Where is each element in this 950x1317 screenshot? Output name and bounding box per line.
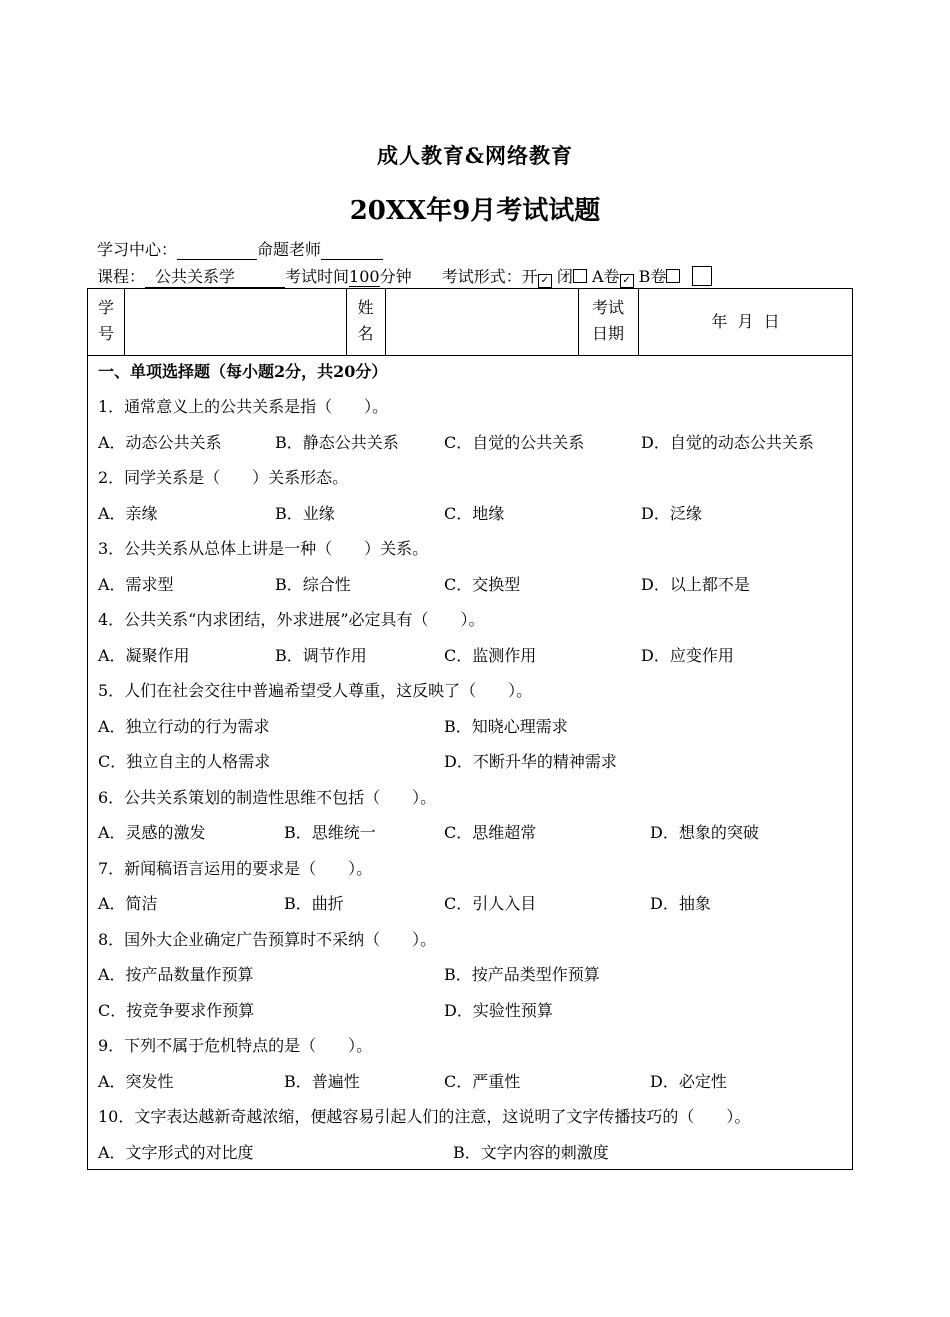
time-field[interactable]: 100 bbox=[349, 267, 380, 286]
section-heading: 一、单项选择题（每小题2分，共20分） bbox=[98, 362, 388, 381]
extra-box[interactable] bbox=[692, 266, 712, 286]
student-no-label: 学 号 bbox=[97, 298, 114, 343]
paper-a-checkbox[interactable]: ✓ bbox=[620, 274, 634, 288]
option[interactable]: D．不断升华的精神需求 bbox=[444, 752, 617, 771]
option[interactable]: D．泛缘 bbox=[641, 504, 702, 523]
org-title: 成人教育&网络教育 bbox=[377, 143, 573, 168]
option[interactable]: B．文字内容的刺激度 bbox=[453, 1143, 609, 1162]
option[interactable]: B．思维统一 bbox=[284, 823, 376, 842]
question-stem: 2．同学关系是（ ）关系形态。 bbox=[98, 468, 349, 487]
option[interactable]: D．以上都不是 bbox=[641, 575, 750, 594]
question-stem: 3．公共关系从总体上讲是一种（ ）关系。 bbox=[98, 539, 429, 558]
option[interactable]: A．按产品数量作预算 bbox=[98, 965, 254, 984]
form-label: 考试形式：开 bbox=[441, 267, 538, 286]
option[interactable]: A．亲缘 bbox=[98, 504, 158, 523]
option[interactable]: B．普遍性 bbox=[284, 1072, 360, 1091]
time-unit: 分钟 bbox=[379, 267, 412, 286]
option[interactable]: C．按竞争要求作预算 bbox=[98, 1001, 255, 1020]
option[interactable]: D．想象的突破 bbox=[650, 823, 759, 842]
option[interactable]: B．业缘 bbox=[275, 504, 335, 523]
option[interactable]: D．实验性预算 bbox=[444, 1001, 553, 1020]
header-line-2 bbox=[97, 264, 712, 288]
header-line-1 bbox=[97, 237, 383, 260]
option[interactable]: C．监测作用 bbox=[444, 646, 537, 665]
option[interactable]: A．独立行动的行为需求 bbox=[98, 717, 270, 736]
option[interactable]: C．交换型 bbox=[444, 575, 521, 594]
teacher-field[interactable] bbox=[321, 240, 383, 260]
option[interactable]: B．曲折 bbox=[284, 894, 344, 913]
center-label: 学习中心： bbox=[97, 240, 178, 259]
option[interactable]: C．自觉的公共关系 bbox=[444, 433, 585, 452]
closed-checkbox[interactable] bbox=[573, 269, 587, 283]
open-checkbox[interactable]: ✓ bbox=[538, 274, 552, 288]
option[interactable]: A．凝聚作用 bbox=[98, 646, 190, 665]
paper-b-label: B卷 bbox=[638, 267, 667, 286]
option[interactable]: B．综合性 bbox=[275, 575, 351, 594]
option[interactable]: B．知晓心理需求 bbox=[444, 717, 568, 736]
center-field[interactable] bbox=[177, 240, 257, 260]
exam-date-value[interactable]: 年 月 日 bbox=[711, 312, 780, 331]
option[interactable]: B．按产品类型作预算 bbox=[444, 965, 600, 984]
time-label: 考试时间 bbox=[285, 267, 350, 286]
paper-b-checkbox[interactable] bbox=[666, 269, 680, 283]
id-row bbox=[88, 289, 852, 356]
option[interactable]: C．地缘 bbox=[444, 504, 505, 523]
question-stem: 8．国外大企业确定广告预算时不采纳（ ）。 bbox=[98, 930, 437, 949]
student-no-field[interactable] bbox=[125, 289, 346, 355]
question-stem: 9．下列不属于危机特点的是（ ）。 bbox=[98, 1036, 373, 1055]
question-stem: 6．公共关系策划的制造性思维不包括（ ）。 bbox=[98, 788, 437, 807]
option[interactable]: C．严重性 bbox=[444, 1072, 521, 1091]
option[interactable]: A．动态公共关系 bbox=[98, 433, 222, 452]
option[interactable]: B．调节作用 bbox=[275, 646, 367, 665]
question-stem: 1．通常意义上的公共关系是指（ ）。 bbox=[98, 397, 389, 416]
option[interactable]: B．静态公共关系 bbox=[275, 433, 399, 452]
paper-a-label: A卷 bbox=[592, 267, 620, 286]
option[interactable]: A．简洁 bbox=[98, 894, 158, 913]
question-stem: 7．新闻稿语言运用的要求是（ ）。 bbox=[98, 859, 373, 878]
option[interactable]: D．自觉的动态公共关系 bbox=[641, 433, 814, 452]
question-stem: 10．文字表达越新奇越浓缩，便越容易引起人们的注意，这说明了文字传播技巧的（ ）。 bbox=[98, 1107, 751, 1126]
teacher-label: 命题老师 bbox=[257, 240, 322, 259]
option[interactable]: C．独立自主的人格需求 bbox=[98, 752, 271, 771]
course-label: 课程： bbox=[97, 267, 146, 286]
option[interactable]: A．需求型 bbox=[98, 575, 174, 594]
option[interactable]: D．抽象 bbox=[650, 894, 711, 913]
question-stem: 5．人们在社会交往中普遍希望受人尊重，这反映了（ ）。 bbox=[98, 681, 533, 700]
option[interactable]: D．应变作用 bbox=[641, 646, 734, 665]
option[interactable]: A．灵感的激发 bbox=[98, 823, 206, 842]
option[interactable]: C．引人入目 bbox=[444, 894, 537, 913]
option[interactable]: A．突发性 bbox=[98, 1072, 174, 1091]
name-label: 姓 名 bbox=[357, 298, 374, 343]
name-field[interactable] bbox=[386, 289, 578, 355]
closed-label: 闭 bbox=[556, 267, 573, 286]
exam-frame bbox=[87, 288, 853, 1170]
course-field[interactable]: 公共关系学 bbox=[145, 264, 285, 288]
exam-date-label: 考试 日期 bbox=[591, 298, 624, 343]
option[interactable]: C．思维超常 bbox=[444, 823, 537, 842]
exam-title: 20XX年9月考试试题 bbox=[349, 196, 601, 226]
option[interactable]: D．必定性 bbox=[650, 1072, 727, 1091]
question-stem: 4．公共关系“内求团结，外求进展”必定具有（ ）。 bbox=[98, 610, 485, 629]
option[interactable]: A．文字形式的对比度 bbox=[98, 1143, 254, 1162]
